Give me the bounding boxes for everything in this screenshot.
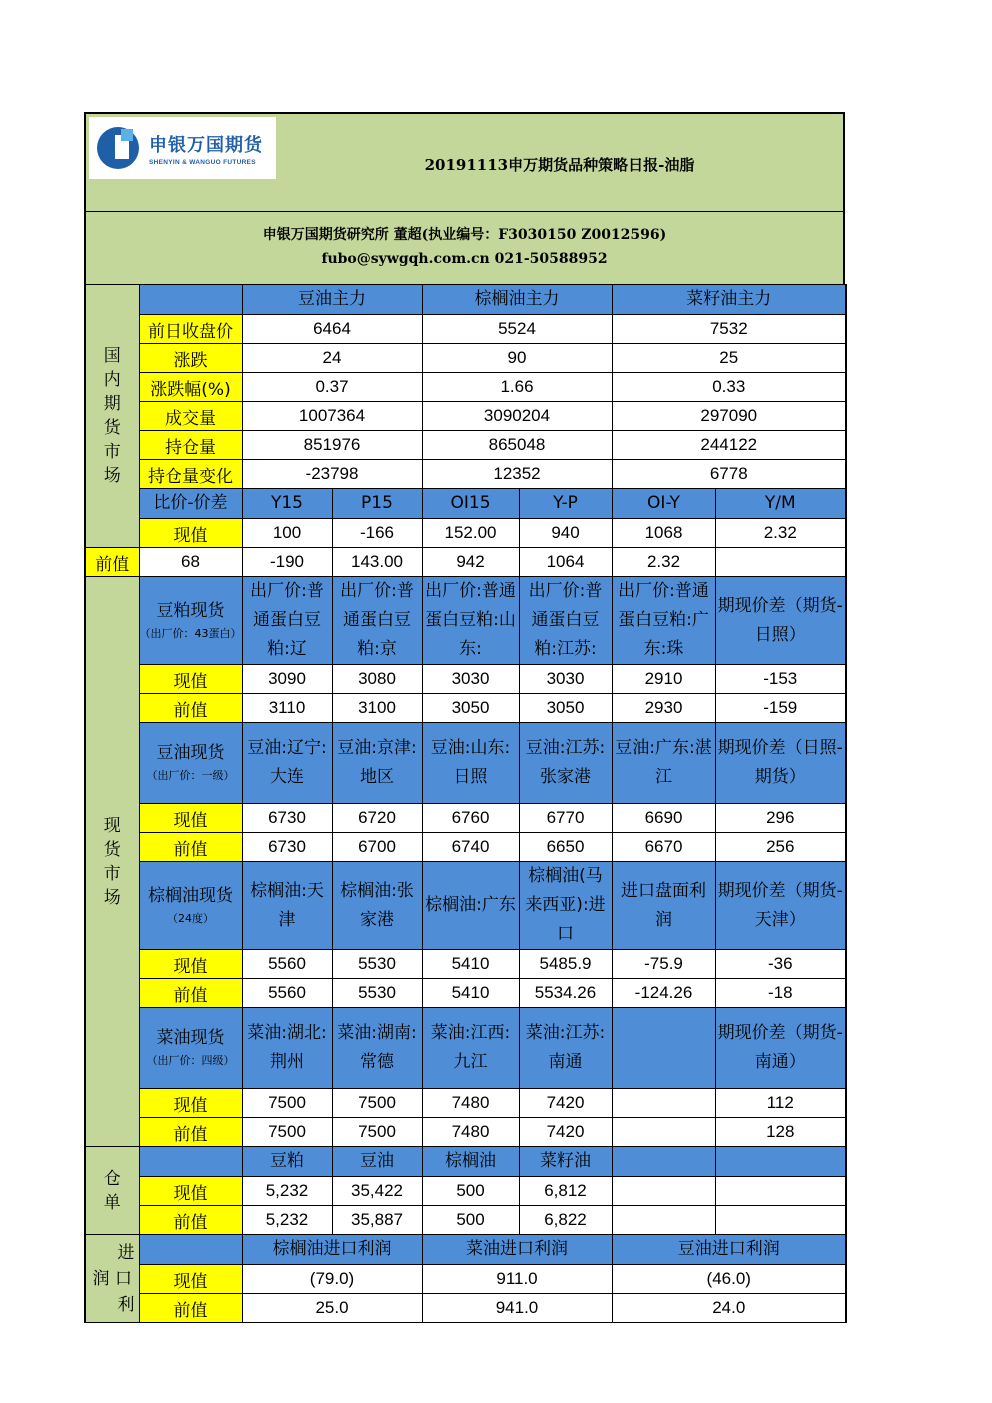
logo-icon: [97, 125, 143, 171]
row-label: 涨跌幅(%): [139, 373, 242, 402]
column-header: 出厂价:普通蛋白豆粕:江苏:: [519, 577, 612, 665]
value-cell: 3090: [242, 665, 332, 694]
value-cell: 940: [519, 519, 612, 548]
column-header: 菜油进口利润: [422, 1235, 612, 1265]
value-cell: 128: [715, 1118, 846, 1147]
row-label: 前值: [139, 1118, 242, 1147]
value-cell: 90: [422, 344, 612, 373]
column-header: 期现价差（期货-天津）: [715, 862, 846, 950]
table-row: [85, 1235, 846, 1265]
column-header: OI-Y: [612, 489, 715, 519]
value-cell: (79.0): [242, 1265, 422, 1294]
value-cell: 1064: [519, 548, 612, 577]
logo-name-en: SHENYIN & WANGUO FUTURES: [149, 158, 256, 166]
value-cell: 941.0: [422, 1294, 612, 1323]
value-cell: 1068: [612, 519, 715, 548]
column-header: 出厂价:普通蛋白豆粕:山东:: [422, 577, 519, 665]
value-cell: 7500: [332, 1118, 422, 1147]
column-header: Y-P: [519, 489, 612, 519]
value-cell: 256: [715, 833, 846, 862]
section-char: 国: [103, 346, 121, 366]
section-char: 现: [103, 815, 121, 836]
value-cell: -23798: [242, 460, 422, 489]
value-cell: (46.0): [612, 1265, 846, 1294]
row-label: 前值: [139, 1206, 242, 1235]
column-header: 棕榈油主力: [422, 285, 612, 315]
section-char: 利: [117, 1294, 135, 1315]
author-block: [84, 212, 845, 284]
table-row: [85, 431, 846, 460]
table-row: [85, 804, 846, 833]
row-label: 前值: [139, 1294, 242, 1323]
value-cell: 6700: [332, 833, 422, 862]
value-cell: 297090: [612, 402, 846, 431]
table-row: [85, 1089, 846, 1118]
value-cell: 25: [612, 344, 846, 373]
value-cell: 5,232: [242, 1177, 332, 1206]
column-header: Y/M: [715, 489, 846, 519]
value-cell: 7532: [612, 315, 846, 344]
column-header: OI15: [422, 489, 519, 519]
column-header: 棕榈油:广东: [422, 862, 519, 950]
value-cell: 6,822: [519, 1206, 612, 1235]
value-cell: 500: [422, 1206, 519, 1235]
value-cell: 6730: [242, 804, 332, 833]
column-header: 出厂价:普通蛋白豆粕:京: [332, 577, 422, 665]
row-label: 前值: [139, 833, 242, 862]
column-header: 豆油:广东:湛江: [612, 723, 715, 804]
value-cell: 851976: [242, 431, 422, 460]
value-cell: 865048: [422, 431, 612, 460]
value-cell: 6760: [422, 804, 519, 833]
section-label: [85, 1147, 139, 1235]
value-cell: -75.9: [612, 950, 715, 979]
table-row: [85, 402, 846, 431]
section-char: 进: [117, 1242, 135, 1263]
column-header: P15: [332, 489, 422, 519]
table-row: [85, 519, 846, 548]
column-header: 进口盘面利润: [612, 862, 715, 950]
report-title: 20191113申万期货品种策略日报-油脂: [424, 156, 695, 174]
value-cell: 7420: [519, 1089, 612, 1118]
table-row: [85, 344, 846, 373]
row-label: 成交量: [139, 402, 242, 431]
column-header: 期现价差（期货-日照）: [715, 577, 846, 665]
value-cell: 3030: [519, 665, 612, 694]
value-cell: 143.00: [332, 548, 422, 577]
block-title-text: 菜油现货: [156, 1028, 225, 1048]
column-header: 菜籽油: [519, 1147, 612, 1177]
value-cell: 6740: [422, 833, 519, 862]
company-logo: [89, 117, 276, 179]
value-cell: 7480: [422, 1089, 519, 1118]
table-row: [85, 1147, 846, 1177]
value-cell: 5410: [422, 979, 519, 1008]
section-char: 市: [103, 442, 121, 462]
block-title-text: 豆粕现货: [156, 600, 225, 621]
row-label: 现值: [139, 950, 242, 979]
column-header: 豆油主力: [242, 285, 422, 315]
value-cell: 1007364: [242, 402, 422, 431]
column-header: 豆油:江苏:张家港: [519, 723, 612, 804]
section-char: 市: [103, 863, 121, 884]
row-label: 前值: [85, 548, 139, 577]
value-cell: 5534.26: [519, 979, 612, 1008]
column-header: Y15: [242, 489, 332, 519]
column-header: 豆油进口利润: [612, 1235, 846, 1265]
value-cell: 6690: [612, 804, 715, 833]
table-row: [85, 548, 846, 577]
value-cell: 3100: [332, 694, 422, 723]
value-cell: 7500: [332, 1089, 422, 1118]
value-cell: 7500: [242, 1118, 332, 1147]
section-char: 润 口: [92, 1268, 132, 1289]
block-title: [139, 723, 242, 804]
section-label: [85, 1235, 139, 1323]
section-char: 单: [103, 1192, 121, 1213]
value-cell: 112: [715, 1089, 846, 1118]
value-cell: 5,232: [242, 1206, 332, 1235]
value-cell: 0.33: [612, 373, 846, 402]
value-cell: 3080: [332, 665, 422, 694]
column-header: 期现价差（期货-南通）: [715, 1008, 846, 1089]
block-note: （24度）: [167, 911, 214, 925]
column-header: 棕榈油(马来西亚):进口: [519, 862, 612, 950]
column-header: 豆粕: [242, 1147, 332, 1177]
value-cell: [715, 1177, 846, 1206]
data-table: [84, 284, 847, 1323]
column-header: 豆油: [332, 1147, 422, 1177]
table-row: [85, 1265, 846, 1294]
row-label: 现值: [139, 804, 242, 833]
value-cell: 2930: [612, 694, 715, 723]
row-label: 现值: [139, 519, 242, 548]
author-line: 申银万国期货研究所 董超(执业编号：F3030150 Z0012596): [262, 227, 667, 243]
column-header: 棕榈油:天津: [242, 862, 332, 950]
table-row: [85, 694, 846, 723]
column-header: 出厂价:普通蛋白豆粕:广东:珠: [612, 577, 715, 665]
table-row: [85, 979, 846, 1008]
column-header: 出厂价:普通蛋白豆粕:辽: [242, 577, 332, 665]
column-header: [715, 1147, 846, 1177]
value-cell: 2.32: [715, 519, 846, 548]
table-row: [85, 862, 846, 950]
section-char: 货: [103, 418, 121, 438]
column-header: 期现价差（日照-期货）: [715, 723, 846, 804]
section-char: 货: [103, 839, 121, 860]
block-note: （出厂价：四级）: [146, 1054, 235, 1067]
table-row: [85, 1294, 846, 1323]
block-title: [139, 1008, 242, 1089]
value-cell: -124.26: [612, 979, 715, 1008]
value-cell: 5530: [332, 979, 422, 1008]
block-note: （出厂价：43蛋白）: [139, 626, 242, 640]
value-cell: 6770: [519, 804, 612, 833]
value-cell: 3030: [422, 665, 519, 694]
column-header: 豆油:辽宁:大连: [242, 723, 332, 804]
block-note: （出厂价：一级）: [146, 769, 235, 782]
value-cell: 7420: [519, 1118, 612, 1147]
column-header: 比价-价差: [139, 489, 242, 519]
value-cell: -166: [332, 519, 422, 548]
value-cell: 68: [139, 548, 242, 577]
value-cell: [612, 1206, 715, 1235]
row-label: 前值: [139, 979, 242, 1008]
value-cell: 25.0: [242, 1294, 422, 1323]
value-cell: -159: [715, 694, 846, 723]
value-cell: 35,887: [332, 1206, 422, 1235]
value-cell: -18: [715, 979, 846, 1008]
section-label: [85, 285, 139, 548]
table-row: [85, 460, 846, 489]
table-row: [85, 1118, 846, 1147]
column-header: [612, 1147, 715, 1177]
value-cell: 0.37: [242, 373, 422, 402]
row-label: 现值: [139, 1177, 242, 1206]
value-cell: [612, 1177, 715, 1206]
table-row: [85, 373, 846, 402]
table-row: [85, 723, 846, 804]
table-row: [85, 1008, 846, 1089]
value-cell: 5485.9: [519, 950, 612, 979]
column-header: 菜油:湖南:常德: [332, 1008, 422, 1089]
value-cell: 24.0: [612, 1294, 846, 1323]
value-cell: 6778: [612, 460, 846, 489]
value-cell: 5560: [242, 979, 332, 1008]
column-header: [612, 1008, 715, 1089]
section-label: [85, 577, 139, 1147]
value-cell: 35,422: [332, 1177, 422, 1206]
header-blank: [139, 1147, 242, 1177]
table-row: [85, 665, 846, 694]
value-cell: -190: [242, 548, 332, 577]
section-char: 内: [103, 370, 121, 390]
row-label: 现值: [139, 1089, 242, 1118]
value-cell: 152.00: [422, 519, 519, 548]
table-row: [85, 577, 846, 665]
value-cell: 3090204: [422, 402, 612, 431]
value-cell: 12352: [422, 460, 612, 489]
value-cell: 24: [242, 344, 422, 373]
column-header: 棕榈油: [422, 1147, 519, 1177]
value-cell: 942: [422, 548, 519, 577]
value-cell: 100: [242, 519, 332, 548]
row-label: 现值: [139, 665, 242, 694]
section-char: 场: [103, 887, 121, 908]
column-header: 棕榈油进口利润: [242, 1235, 422, 1265]
value-cell: 6730: [242, 833, 332, 862]
column-header: 菜油:江西:九江: [422, 1008, 519, 1089]
report-header: [84, 112, 845, 212]
column-header: 豆油:山东:日照: [422, 723, 519, 804]
row-label: 持仓量: [139, 431, 242, 460]
table-row: [85, 489, 846, 519]
contact-line: fubo@sywgqh.com.cn 021-50588952: [321, 251, 608, 267]
value-cell: [612, 1118, 715, 1147]
row-label: 现值: [139, 1265, 242, 1294]
row-label: 涨跌: [139, 344, 242, 373]
table-row: [85, 833, 846, 862]
table-row: [85, 1177, 846, 1206]
value-cell: 6650: [519, 833, 612, 862]
block-title-text: 豆油现货: [156, 743, 225, 763]
value-cell: 911.0: [422, 1265, 612, 1294]
value-cell: [715, 1206, 846, 1235]
value-cell: 244122: [612, 431, 846, 460]
value-cell: 3050: [519, 694, 612, 723]
value-cell: 5530: [332, 950, 422, 979]
value-cell: 6,812: [519, 1177, 612, 1206]
value-cell: 2.32: [612, 548, 715, 577]
column-header: 菜油:湖北:荆州: [242, 1008, 332, 1089]
value-cell: 5524: [422, 315, 612, 344]
column-header: 棕榈油:张家港: [332, 862, 422, 950]
value-cell: 1.66: [422, 373, 612, 402]
block-title-text: 棕榈油现货: [148, 885, 233, 906]
table-row: [85, 285, 846, 315]
row-label: 持仓量变化: [139, 460, 242, 489]
row-label: 前日收盘价: [139, 315, 242, 344]
section-char: 场: [103, 466, 121, 486]
block-title: [139, 862, 242, 950]
value-cell: 5410: [422, 950, 519, 979]
value-cell: 2910: [612, 665, 715, 694]
table-row: [85, 315, 846, 344]
section-char: 期: [103, 394, 121, 414]
value-cell: 6464: [242, 315, 422, 344]
value-cell: -153: [715, 665, 846, 694]
table-row: [85, 1206, 846, 1235]
value-cell: [612, 1089, 715, 1118]
value-cell: 6720: [332, 804, 422, 833]
header-blank: [139, 1235, 242, 1265]
column-header: 菜籽油主力: [612, 285, 846, 315]
value-cell: 3050: [422, 694, 519, 723]
value-cell: 6670: [612, 833, 715, 862]
value-cell: 7480: [422, 1118, 519, 1147]
column-header: 豆油:京津:地区: [332, 723, 422, 804]
column-header: 菜油:江苏:南通: [519, 1008, 612, 1089]
report-sheet: [84, 112, 845, 1323]
value-cell: 7500: [242, 1089, 332, 1118]
value-cell: 296: [715, 804, 846, 833]
table-row: [85, 950, 846, 979]
block-title: [139, 577, 242, 665]
value-cell: 500: [422, 1177, 519, 1206]
value-cell: -36: [715, 950, 846, 979]
logo-name-cn: 申银万国期货: [149, 134, 263, 156]
value-cell: 3110: [242, 694, 332, 723]
value-cell: 5560: [242, 950, 332, 979]
row-label: 前值: [139, 694, 242, 723]
section-char: 仓: [103, 1168, 121, 1189]
header-blank: [139, 285, 242, 315]
